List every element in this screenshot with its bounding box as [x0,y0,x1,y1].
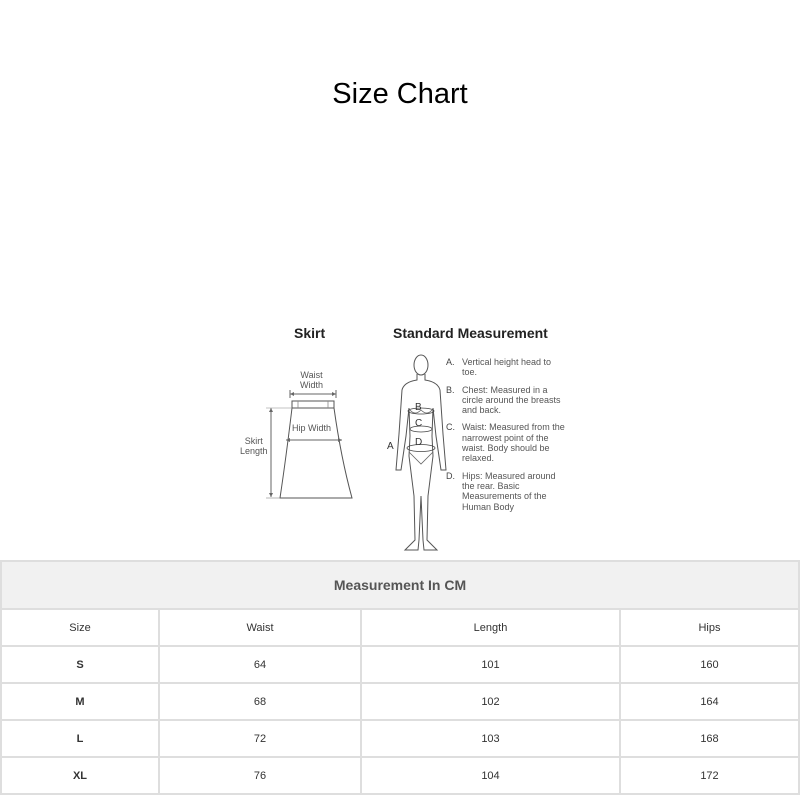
waist-width-label: Waist Width [300,370,324,390]
letter-b: B [415,402,422,413]
note-d: D. Hips: Measured around the rear. Basic Measurements of the Human Body [446,470,556,512]
note-a: A. Vertical height head to toe. [446,357,552,378]
length-cell: 104 [362,758,619,793]
waist-cell: 72 [160,721,360,756]
size-cell: L [2,721,158,756]
measurement-notes [446,357,566,519]
hip-width-label: Hip Width [292,423,332,433]
note-b: B. Chest: Measured in a circle around the breasts and back. [446,384,561,416]
letter-d: D [415,437,423,448]
waist-cell: 68 [160,684,360,719]
header-hips: Hips [621,610,798,645]
letter-c: C [415,418,423,429]
header-size: Size [2,610,158,645]
table-row [2,684,798,719]
waist-cell: 76 [160,758,360,793]
size-table [0,560,800,795]
waist-cell: 64 [160,647,360,682]
table-caption: Measurement In CM [2,562,798,608]
hips-cell: 172 [621,758,798,793]
hips-cell: 164 [621,684,798,719]
letter-a: A [387,441,394,452]
length-cell: 102 [362,684,619,719]
skirt-length-label: Skirt Length [240,436,268,456]
length-cell: 103 [362,721,619,756]
header-length: Length [362,610,619,645]
table-row [2,721,798,756]
table-row [2,647,798,682]
size-cell: M [2,684,158,719]
length-cell: 101 [362,647,619,682]
hips-cell: 160 [621,647,798,682]
size-cell: S [2,647,158,682]
skirt-heading: Skirt [294,325,326,341]
size-cell: XL [2,758,158,793]
standard-measurement-heading: Standard Measurement [393,325,548,341]
table-row [2,758,798,793]
note-c: C. Waist: Measured from the narrowest point of the waist. Body should be relaxed. [446,422,565,464]
hips-cell: 168 [621,721,798,756]
table-header-row [2,610,798,645]
page-title: Size Chart [332,78,468,110]
header-waist: Waist [160,610,360,645]
